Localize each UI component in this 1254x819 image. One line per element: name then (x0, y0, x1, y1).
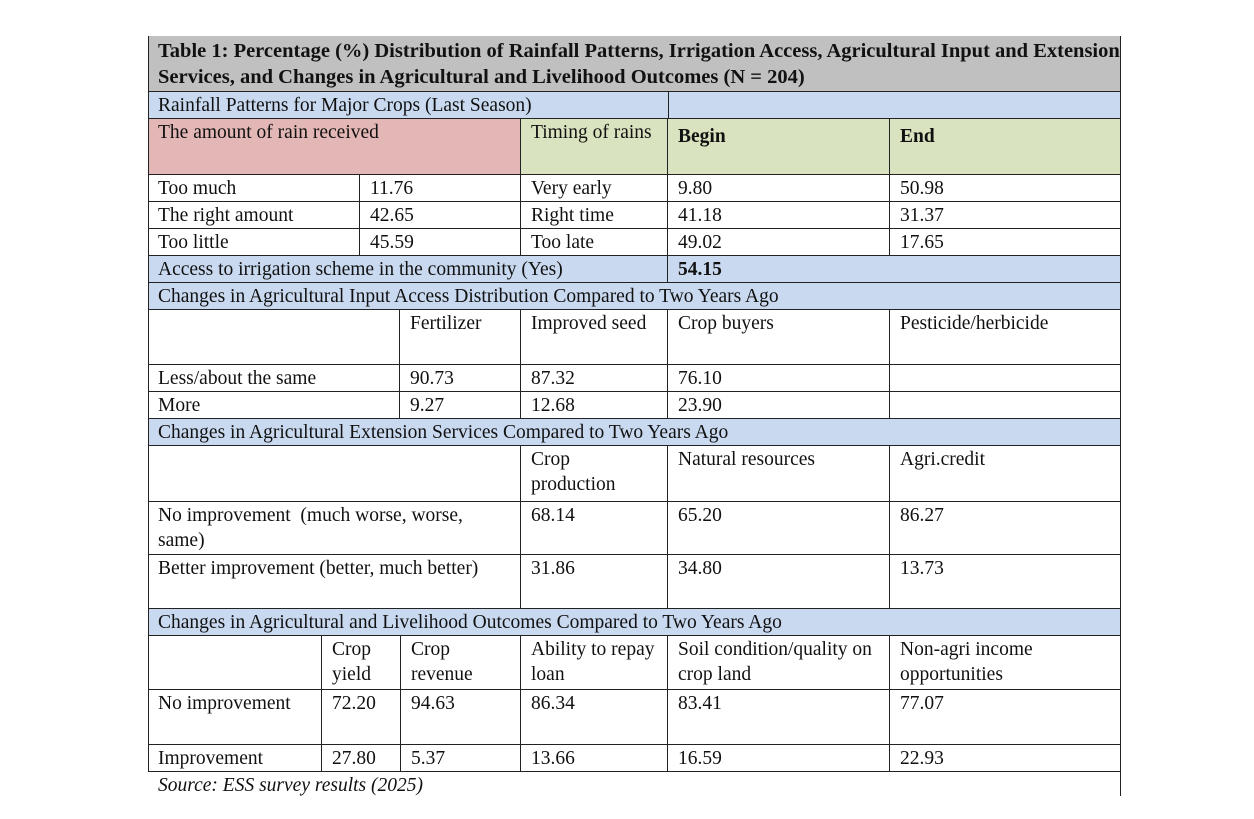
table-title: Table 1: Percentage (%) Distribution of Rainfall Patterns, Irrigation Access, Agricultural Input and Extension Services, and Changes in Agricultural and Livelihood Outcomes (N = 204) (148, 36, 1121, 91)
outcomes-row-value: 22.93 (889, 744, 1121, 771)
rain-row-amount: Too much (148, 174, 359, 201)
rain-row-timing: Right time (520, 201, 667, 228)
outcomes-row-value: 27.80 (321, 744, 400, 771)
rainfall-section-blank (668, 91, 1121, 118)
outcomes-row-value: 77.07 (889, 689, 1121, 744)
inputs-header: Fertilizer (399, 309, 520, 364)
inputs-header: Crop buyers (667, 309, 889, 364)
irrigation-label: Access to irrigation scheme in the community (Yes) (148, 255, 667, 282)
extension-header: Crop production (520, 445, 667, 501)
inputs-row-value: 12.68 (520, 391, 667, 418)
inputs-row-value: 9.27 (399, 391, 520, 418)
outcomes-row-value: 94.63 (400, 689, 520, 744)
extension-row-value: 13.73 (889, 554, 1121, 608)
inputs-row-label: More (148, 391, 399, 418)
amount-header: The amount of rain received (148, 118, 520, 174)
begin-header: Begin (667, 118, 889, 174)
outcomes-row-value: 16.59 (667, 744, 889, 771)
rain-row-begin: 49.02 (667, 228, 889, 255)
timing-header: Timing of rains (520, 118, 667, 174)
outcomes-row-value: 83.41 (667, 689, 889, 744)
inputs-header: Pesticide/herbicide (889, 309, 1121, 364)
end-header: End (889, 118, 1121, 174)
inputs-row-value: 90.73 (399, 364, 520, 391)
data-table (148, 36, 1121, 796)
extension-row-value: 65.20 (667, 501, 889, 554)
inputs-row-value: 76.10 (667, 364, 889, 391)
rain-row-pct: 11.76 (359, 174, 520, 201)
table-right-edge (1120, 36, 1121, 796)
rain-row-timing: Too late (520, 228, 667, 255)
extension-row-label: No improvement (much worse, worse, same) (148, 501, 520, 554)
outcomes-row-label: No improvement (148, 689, 321, 744)
source-note: Source: ESS survey results (2025) (148, 771, 1121, 796)
rain-row-begin: 9.80 (667, 174, 889, 201)
outcomes-row-label: Improvement (148, 744, 321, 771)
extension-row-value: 68.14 (520, 501, 667, 554)
extension-row-label: Better improvement (better, much better) (148, 554, 520, 608)
outcomes-row-value: 5.37 (400, 744, 520, 771)
rainfall-section-header: Rainfall Patterns for Major Crops (Last Season) (148, 91, 668, 118)
rain-row-pct: 45.59 (359, 228, 520, 255)
inputs-header: Improved seed (520, 309, 667, 364)
outcomes-header: Crop yield (321, 635, 400, 689)
inputs-row-value: 87.32 (520, 364, 667, 391)
rain-row-timing: Very early (520, 174, 667, 201)
rain-row-end: 50.98 (889, 174, 1121, 201)
outcomes-section-header: Changes in Agricultural and Livelihood Outcomes Compared to Two Years Ago (148, 608, 1121, 635)
extension-header-blank (148, 445, 520, 501)
extension-row-value: 34.80 (667, 554, 889, 608)
inputs-header-blank (148, 309, 399, 364)
outcomes-header: Non-agri income opportunities (889, 635, 1121, 689)
table-left-edge (148, 36, 149, 771)
outcomes-header: Crop revenue (400, 635, 520, 689)
extension-section-header: Changes in Agricultural Extension Services Compared to Two Years Ago (148, 418, 1121, 445)
rain-row-begin: 41.18 (667, 201, 889, 228)
rain-row-end: 31.37 (889, 201, 1121, 228)
inputs-row-value (889, 391, 1121, 418)
rain-row-amount: Too little (148, 228, 359, 255)
irrigation-value: 54.15 (667, 255, 1121, 282)
inputs-row-value (889, 364, 1121, 391)
outcomes-row-value: 86.34 (520, 689, 667, 744)
rain-row-pct: 42.65 (359, 201, 520, 228)
rain-row-end: 17.65 (889, 228, 1121, 255)
rain-row-amount: The right amount (148, 201, 359, 228)
outcomes-row-value: 13.66 (520, 744, 667, 771)
outcomes-header-blank (148, 635, 321, 689)
outcomes-header: Ability to repay loan (520, 635, 667, 689)
inputs-section-header: Changes in Agricultural Input Access Distribution Compared to Two Years Ago (148, 282, 1121, 309)
extension-header: Agri.credit (889, 445, 1121, 501)
inputs-row-label: Less/about the same (148, 364, 399, 391)
extension-row-value: 31.86 (520, 554, 667, 608)
extension-row-value: 86.27 (889, 501, 1121, 554)
inputs-row-value: 23.90 (667, 391, 889, 418)
extension-header: Natural resources (667, 445, 889, 501)
outcomes-row-value: 72.20 (321, 689, 400, 744)
outcomes-header: Soil condition/quality on crop land (667, 635, 889, 689)
